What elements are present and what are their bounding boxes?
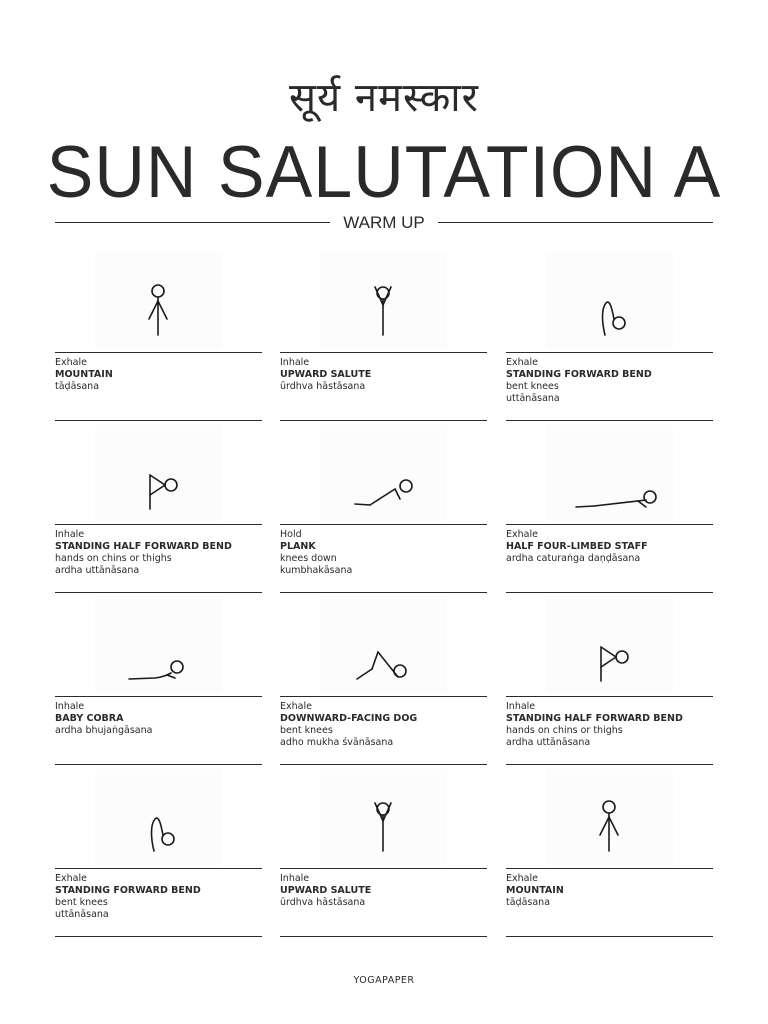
pose-note: kumbhakāsana (280, 565, 353, 576)
pose-name: MOUNTAIN (506, 885, 564, 896)
pose-card (55, 253, 262, 425)
divider (506, 696, 713, 697)
divider (506, 420, 713, 421)
divider (280, 696, 487, 697)
pose-note: uttānāsana (55, 909, 109, 920)
breath-label: Inhale (55, 529, 85, 540)
pose-card (55, 425, 262, 597)
pose-note: hands on chins or thighs (506, 725, 623, 736)
pose-name: MOUNTAIN (55, 369, 113, 380)
breath-label: Inhale (280, 357, 310, 368)
pose-caption (506, 873, 713, 909)
breath-label: Inhale (280, 873, 310, 884)
pose-name: UPWARD SALUTE (280, 885, 372, 896)
divider (506, 764, 713, 765)
pose-card (280, 425, 487, 597)
pose-card (506, 769, 713, 941)
stick-figure-baby-cobra-icon (95, 597, 222, 693)
pose-name: DOWNWARD-FACING DOG (280, 713, 418, 724)
pose-note: bent knees (280, 725, 333, 736)
pose-note: hands on chins or thighs (55, 553, 172, 564)
pose-note: bent knees (506, 381, 559, 392)
breath-label: Exhale (280, 701, 312, 712)
divider (506, 352, 713, 353)
pose-note: ūrdhva hāstāsana (280, 897, 366, 908)
pose-caption (55, 357, 262, 393)
pose-note: uttānāsana (506, 393, 560, 404)
pose-note: knees down (280, 553, 337, 564)
divider (280, 592, 487, 593)
divider (506, 936, 713, 937)
divider (506, 592, 713, 593)
stick-figure-upward-salute-icon (320, 253, 447, 349)
breath-label: Hold (280, 529, 302, 540)
divider (55, 420, 262, 421)
stick-figure-mountain-icon (546, 769, 673, 865)
divider (280, 868, 487, 869)
pose-card (506, 425, 713, 597)
breath-label: Exhale (506, 873, 538, 884)
page-title: SUN SALUTATION A (46, 131, 722, 213)
pose-note: bent knees (55, 897, 108, 908)
divider (55, 592, 262, 593)
pose-name: STANDING HALF FORWARD BEND (506, 713, 683, 724)
divider (506, 524, 713, 525)
pose-caption (506, 357, 713, 405)
stick-figure-plank-icon (320, 425, 447, 521)
pose-name: STANDING FORWARD BEND (506, 369, 652, 380)
pose-name: HALF FOUR-LIMBED STAFF (506, 541, 648, 552)
divider (280, 764, 487, 765)
pose-caption (506, 701, 713, 749)
pose-caption (55, 529, 262, 577)
pose-note: ardha bhujaṅgāsana (55, 725, 153, 736)
divider (55, 352, 262, 353)
breath-label: Inhale (506, 701, 536, 712)
pose-name: STANDING FORWARD BEND (55, 885, 201, 896)
pose-note: ūrdhva hāstāsana (280, 381, 366, 392)
pose-card (280, 769, 487, 941)
pose-caption (55, 701, 262, 737)
pose-note: adho mukha śvānāsana (280, 737, 394, 748)
pose-caption (280, 529, 487, 577)
brand-footer: YOGAPAPER (353, 975, 415, 986)
pose-note: tāḍāsana (55, 381, 100, 392)
stick-figure-forward-bend-icon (95, 769, 222, 865)
pose-card (506, 253, 713, 425)
breath-label: Exhale (55, 873, 87, 884)
pose-caption (280, 873, 487, 909)
pose-card (55, 597, 262, 769)
divider (55, 524, 262, 525)
divider (280, 524, 487, 525)
pose-name: BABY COBRA (55, 713, 124, 724)
divider (55, 868, 262, 869)
pose-card (280, 253, 487, 425)
pose-name: STANDING HALF FORWARD BEND (55, 541, 232, 552)
pose-caption (280, 701, 487, 749)
stick-figure-downward-dog-icon (320, 597, 447, 693)
pose-note: ardha uttānāsana (506, 737, 591, 748)
pose-card (280, 597, 487, 769)
breath-label: Exhale (506, 529, 538, 540)
breath-label: Exhale (506, 357, 538, 368)
stick-figure-four-limbed-staff-icon (546, 425, 673, 521)
divider (280, 936, 487, 937)
divider (280, 420, 487, 421)
pose-name: PLANK (280, 541, 316, 552)
divider (55, 764, 262, 765)
page-title-devanagari: सूर्य नमस्कार (288, 75, 480, 121)
divider (55, 936, 262, 937)
stick-figure-mountain-icon (95, 253, 222, 349)
stick-figure-upward-salute-icon (320, 769, 447, 865)
pose-note: ardha caturaṅga daṇḍāsana (506, 553, 641, 564)
divider (280, 352, 487, 353)
breath-label: Inhale (55, 701, 85, 712)
pose-caption (506, 529, 713, 565)
section-subtitle: WARM UP (343, 213, 425, 232)
pose-caption (55, 873, 262, 921)
stick-figure-half-forward-bend-icon (546, 597, 673, 693)
stick-figure-forward-bend-icon (546, 253, 673, 349)
pose-note: tāḍāsana (506, 897, 551, 908)
breath-label: Exhale (55, 357, 87, 368)
stick-figure-half-forward-bend-icon (95, 425, 222, 521)
pose-card (506, 597, 713, 769)
pose-caption (280, 357, 487, 393)
divider (55, 696, 262, 697)
pose-note: ardha uttānāsana (55, 565, 140, 576)
pose-card (55, 769, 262, 941)
pose-name: UPWARD SALUTE (280, 369, 372, 380)
divider (506, 868, 713, 869)
